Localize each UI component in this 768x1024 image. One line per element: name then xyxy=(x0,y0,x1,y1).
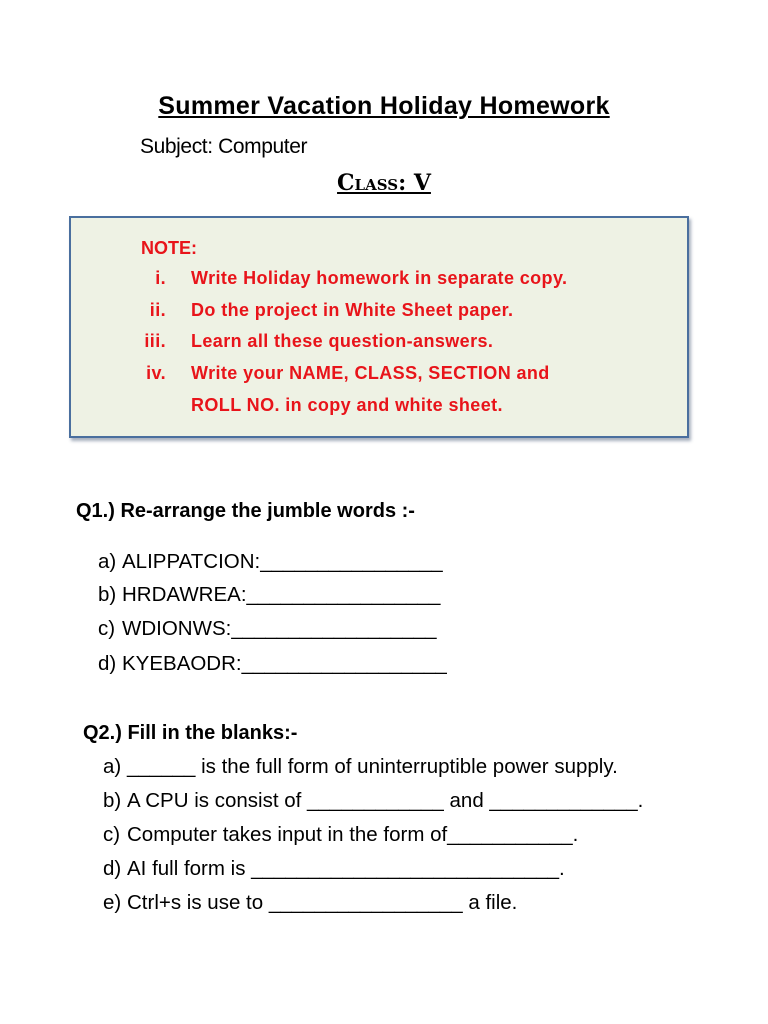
q2-item-label: a) xyxy=(103,755,122,778)
q1-item-label: c) xyxy=(98,617,116,640)
q2-item xyxy=(103,891,517,915)
note-item-number: i. xyxy=(155,268,166,288)
q1-item xyxy=(98,652,447,676)
q2-item xyxy=(103,755,618,779)
q2-item-label: b) xyxy=(103,789,122,812)
class-line: Class: V xyxy=(337,170,431,196)
note-item-text: Write Holiday homework in separate copy. xyxy=(191,268,568,288)
q2-item-text: AI full form is ___________________________. xyxy=(127,857,565,880)
q1-heading xyxy=(76,500,415,523)
q1-item xyxy=(98,550,443,574)
q2-item xyxy=(103,789,643,813)
note-item-number: iv. xyxy=(146,363,166,383)
note-heading: NOTE: xyxy=(141,238,197,258)
q2-item-text: ______ is the full form of uninterruptible power supply. xyxy=(127,755,618,778)
q1-item-label: a) xyxy=(98,550,117,573)
q2-item-text: A CPU is consist of ____________ and _____________. xyxy=(127,789,644,812)
q2-item xyxy=(103,857,565,881)
note-item-number: iii. xyxy=(144,331,166,351)
q2-item xyxy=(103,823,578,847)
note-box xyxy=(69,216,689,438)
q1-item-text: HRDAWREA:_________________ xyxy=(122,583,441,606)
q2-item-text: Ctrl+s is use to _________________ a file. xyxy=(127,891,518,914)
note-item-text: Do the project in White Sheet paper. xyxy=(191,300,514,320)
q2-heading xyxy=(83,722,297,745)
q1-item-text: WDIONWS:__________________ xyxy=(122,617,437,640)
page-title: Summer Vacation Holiday Homework xyxy=(158,92,610,120)
q1-item-text: ALIPPATCION:________________ xyxy=(122,550,443,573)
q1-item-label: b) xyxy=(98,583,117,606)
q2-item-label: c) xyxy=(103,823,121,846)
note-item-text: Write your NAME, CLASS, SECTION and xyxy=(191,363,550,383)
q1-item-text: KYEBAODR:__________________ xyxy=(122,652,447,675)
q1-item xyxy=(98,617,437,641)
note-item-text: Learn all these question-answers. xyxy=(191,331,494,351)
note-item-text: ROLL NO. in copy and white sheet. xyxy=(191,395,503,415)
q2-item-label: d) xyxy=(103,857,122,880)
note-item-number: ii. xyxy=(149,300,166,320)
q1-item xyxy=(98,583,440,607)
q1-heading-text: Q1.) Re-arrange the jumble words :- xyxy=(76,500,415,522)
q1-item-label: d) xyxy=(98,652,117,675)
subject-line: Subject: Computer xyxy=(140,135,308,158)
q2-item-text: Computer takes input in the form of___________. xyxy=(127,823,579,846)
q2-heading-text: Q2.) Fill in the blanks:- xyxy=(83,722,298,744)
q2-item-label: e) xyxy=(103,891,122,914)
